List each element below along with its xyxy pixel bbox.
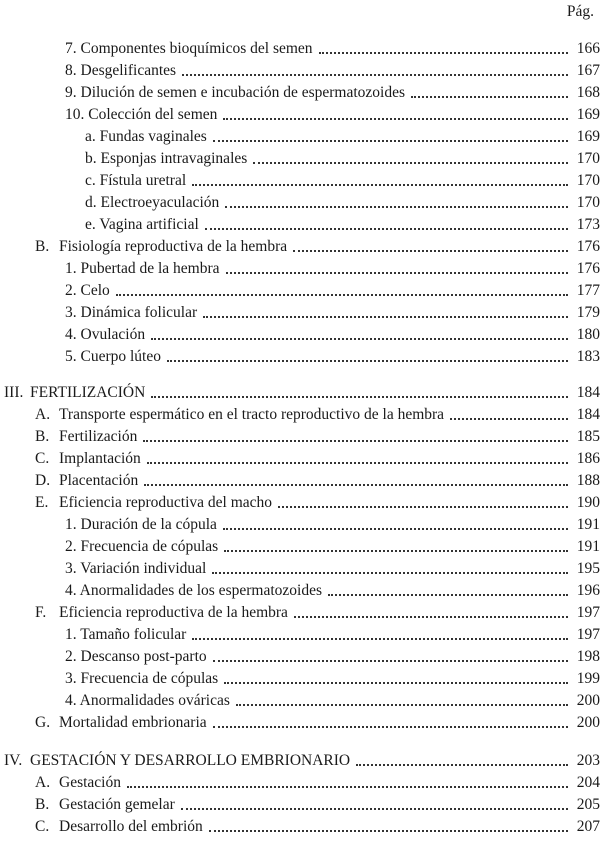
dot-leader (224, 681, 568, 684)
toc-entry[interactable] (0, 382, 600, 404)
toc-entry-page: 176 (576, 238, 600, 255)
toc-entry-title: Placentación (59, 472, 139, 489)
toc-entry[interactable] (0, 772, 600, 794)
dot-leader (356, 763, 568, 766)
toc-entry-page: 195 (576, 560, 600, 577)
toc-entry-page: 166 (576, 40, 600, 57)
toc-entry-page: 199 (576, 670, 600, 687)
toc-entry-page: 196 (576, 582, 600, 599)
toc-entry[interactable] (0, 214, 600, 236)
toc-entry[interactable] (0, 324, 600, 346)
dot-leader (203, 315, 568, 318)
toc-entry[interactable] (0, 470, 600, 492)
toc-entry-title: 7. Componentes bioquímicos del semen (65, 40, 313, 57)
toc-entry-number: III. (4, 384, 24, 401)
toc-entry-title: e. Vagina artificial (85, 216, 199, 233)
dot-leader (213, 725, 568, 728)
toc-entry-page: 207 (576, 818, 600, 835)
toc-entry-page: 177 (576, 282, 600, 299)
toc-entry[interactable] (0, 624, 600, 646)
toc-entry-page: 170 (576, 150, 600, 167)
toc-entry-title: Gestación (59, 774, 121, 791)
dot-leader (236, 703, 568, 706)
toc-entry-page: 186 (576, 450, 600, 467)
toc-entry[interactable] (0, 404, 600, 426)
toc-entry[interactable] (0, 558, 600, 580)
toc-entry[interactable] (0, 258, 600, 280)
dot-leader (192, 637, 568, 640)
toc-entry-number: B. (35, 796, 50, 813)
toc-entry-page: 197 (576, 626, 600, 643)
dot-leader (205, 227, 568, 230)
toc-entry-title: Fisiología reproductiva de la hembra (59, 238, 288, 255)
toc-entry[interactable] (0, 514, 600, 536)
toc-entry-page: 197 (576, 604, 600, 621)
toc-entry-page: 200 (576, 692, 600, 709)
toc-entry-title: 1. Duración de la cópula (65, 516, 217, 533)
toc-entry-page: 191 (576, 516, 600, 533)
toc-entry-title: 9. Dilución de semen e incubación de espermatozoides (65, 84, 406, 101)
toc-entry[interactable] (0, 236, 600, 258)
dot-leader (293, 249, 568, 252)
toc-entry-title: c. Fístula uretral (85, 172, 187, 189)
toc-entry[interactable] (0, 346, 600, 368)
toc-entry-title: d. Electroeyaculación (85, 194, 220, 211)
toc-entry-title: 2. Celo (65, 282, 110, 299)
toc-entry-title: b. Esponjas intravaginales (85, 150, 248, 167)
toc-entry[interactable] (0, 104, 600, 126)
toc-entry-number: C. (35, 450, 50, 467)
toc-entry-title: 4. Anormalidades ováricas (65, 692, 230, 709)
toc-entry-title: 3. Frecuencia de cópulas (65, 670, 219, 687)
toc-entry[interactable] (0, 602, 600, 624)
toc-entry[interactable] (0, 60, 600, 82)
dot-leader (223, 527, 568, 530)
toc-entry-title: 5. Cuerpo lúteo (65, 348, 161, 365)
toc-entry-title: 2. Descanso post-parto (65, 648, 207, 665)
toc-entry[interactable] (0, 148, 600, 170)
toc-entry[interactable] (0, 82, 600, 104)
dot-leader (151, 337, 568, 340)
toc-entry-page: 173 (576, 216, 600, 233)
toc-entry-page: 205 (576, 796, 600, 813)
dot-leader (212, 571, 568, 574)
dot-leader (144, 483, 568, 486)
toc-entry-title: 1. Pubertad de la hembra (65, 260, 220, 277)
toc-entry-number: A. (35, 406, 51, 423)
toc-entry[interactable] (0, 448, 600, 470)
toc-entry-number: G. (35, 714, 51, 731)
toc-entry[interactable] (0, 280, 600, 302)
dot-leader (225, 205, 568, 208)
toc-entry-title: 3. Variación individual (65, 560, 207, 577)
toc-entry-title: a. Fundas vaginales (85, 128, 207, 145)
toc-entry-title: Transporte espermático en el tracto reproductivo de la hembra (59, 406, 445, 423)
dot-leader (209, 829, 568, 832)
toc-entry-page: 170 (576, 194, 600, 211)
dot-leader (253, 161, 568, 164)
toc-entry-page: 170 (576, 172, 600, 189)
toc-entry-number: D. (35, 472, 51, 489)
toc-entry-page: 200 (576, 714, 600, 731)
toc-entry[interactable] (0, 536, 600, 558)
dot-leader (319, 51, 568, 54)
dot-leader (213, 139, 568, 142)
toc-entry-title: Fertilización (59, 428, 138, 445)
toc-entry-number: A. (35, 774, 51, 791)
dot-leader (147, 461, 568, 464)
dot-leader (181, 807, 568, 810)
dot-leader (294, 615, 568, 618)
dot-leader (411, 95, 568, 98)
toc-entry-title: 3. Dinámica folicular (65, 304, 198, 321)
toc-entry[interactable] (0, 750, 600, 772)
toc-entry[interactable] (0, 816, 600, 838)
toc-entry-page: 203 (576, 752, 600, 769)
toc-entry-title: Implantación (59, 450, 141, 467)
toc-entry-page: 190 (576, 494, 600, 511)
toc-entry-title: Desarrollo del embrión (59, 818, 203, 835)
toc-entry-number: B. (35, 428, 50, 445)
dot-leader (328, 593, 568, 596)
toc-entry[interactable] (0, 646, 600, 668)
toc-entry-page: 169 (576, 106, 600, 123)
toc-entry-page: 183 (576, 348, 600, 365)
toc-entry-title: 10. Colección del semen (65, 106, 218, 123)
toc-entry-page: 167 (576, 62, 600, 79)
dot-leader (213, 659, 568, 662)
dot-leader (278, 505, 568, 508)
dot-leader (224, 549, 568, 552)
toc-entry[interactable] (0, 580, 600, 602)
toc-entry-page: 179 (576, 304, 600, 321)
toc-entry-number: C. (35, 818, 50, 835)
toc-entry-title: Mortalidad embrionaria (59, 714, 207, 731)
toc-entry-page: 198 (576, 648, 600, 665)
toc-entry-title: 8. Desgelificantes (65, 62, 177, 79)
toc-entry-page: 188 (576, 472, 600, 489)
toc-entry-title: 4. Ovulación (65, 326, 146, 343)
toc-entry[interactable] (0, 668, 600, 690)
dot-leader (116, 293, 568, 296)
toc-entry-title: 2. Frecuencia de cópulas (65, 538, 219, 555)
toc-entry[interactable] (0, 170, 600, 192)
dot-leader (192, 183, 568, 186)
dot-leader (226, 271, 568, 274)
dot-leader (151, 395, 568, 398)
toc-entry[interactable] (0, 192, 600, 214)
toc-entry[interactable] (0, 492, 600, 514)
toc-entry-title: Gestación gemelar (59, 796, 175, 813)
toc-entry-title: Eficiencia reproductiva del macho (59, 494, 273, 511)
toc-entry[interactable] (0, 126, 600, 148)
toc-entry-number: B. (35, 238, 50, 255)
toc-entry-title: FERTILIZACIÓN (30, 384, 146, 401)
dot-leader (450, 417, 568, 420)
toc-entry-page: 184 (576, 406, 600, 423)
toc-entry-page: 185 (576, 428, 600, 445)
toc-entry-number: E. (35, 494, 49, 511)
toc-entry-title: GESTACIÓN Y DESARROLLO EMBRIONARIO (30, 752, 351, 769)
dot-leader (143, 439, 568, 442)
toc-entry-page: 204 (576, 774, 600, 791)
toc-entry[interactable] (0, 302, 600, 324)
toc-entry[interactable] (0, 426, 600, 448)
toc-entry-number: IV. (4, 752, 23, 769)
toc-entry[interactable] (0, 38, 600, 60)
toc-entry-title: Eficiencia reproductiva de la hembra (59, 604, 288, 621)
dot-leader (182, 73, 568, 76)
toc-entry[interactable] (0, 690, 600, 712)
toc-entry-page: 169 (576, 128, 600, 145)
dot-leader (127, 785, 568, 788)
dot-leader (223, 117, 568, 120)
toc-entry-title: 1. Tamaño folicular (65, 626, 187, 643)
toc-entry-number: F. (35, 604, 47, 621)
toc-entry-page: 191 (576, 538, 600, 555)
page-column-label: Pág. (566, 3, 594, 20)
toc-entry-title: 4. Anormalidades de los espermatozoides (65, 582, 322, 599)
toc-entry-page: 176 (576, 260, 600, 277)
toc-entry[interactable] (0, 712, 600, 734)
toc-entry-page: 168 (576, 84, 600, 101)
toc-entry-page: 184 (576, 384, 600, 401)
toc-entry-page: 180 (576, 326, 600, 343)
dot-leader (167, 359, 568, 362)
toc-entry[interactable] (0, 794, 600, 816)
